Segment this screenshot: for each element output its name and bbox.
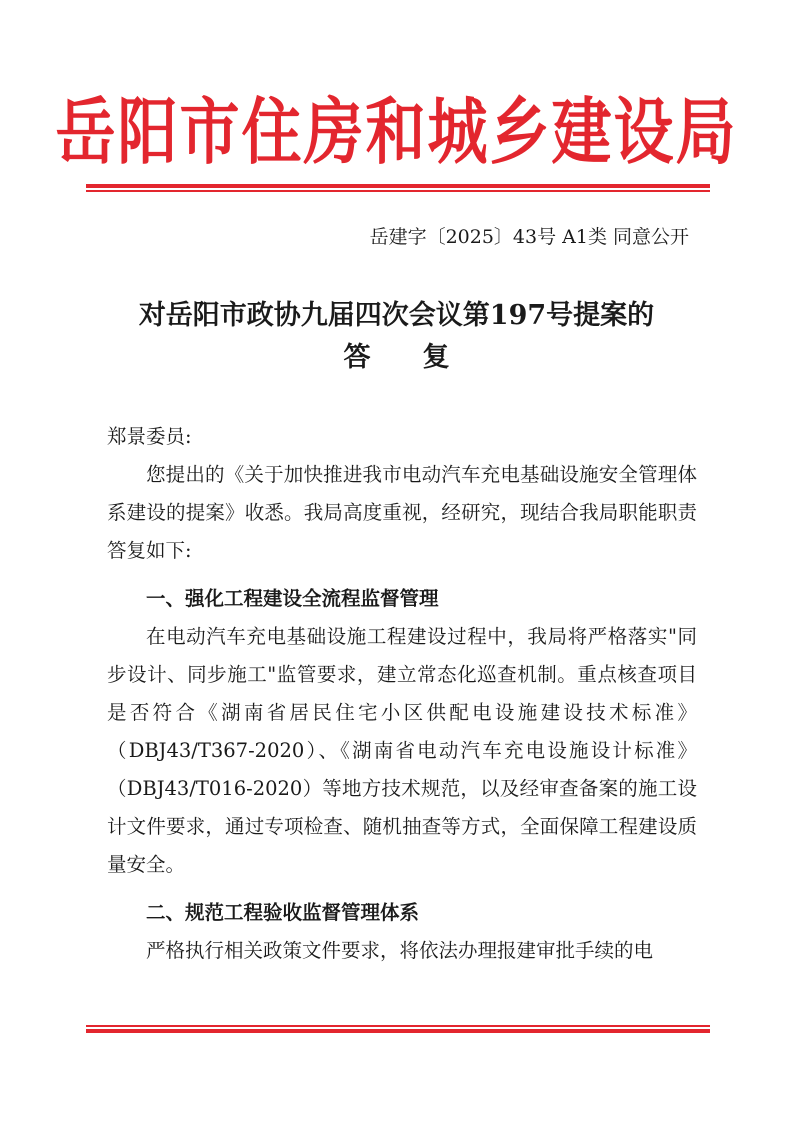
footer-rule-thick [86, 1029, 710, 1033]
section1-paragraph: 在电动汽车充电基础设施工程建设过程中，我局将严格落实"同步设计、同步施工"监管要求，建立常态化巡查机制。重点核查项目是否符合《湖南省居民住宅小区供配电设施建设技术标准》（DBJ43/T367-2020）、《湖南省电动汽车充电设施设计标准》（DBJ43/T016-2020）等地方技术规范，以及经审查备案的施工设计文件要求，通过专项检查、随机抽查等方式，全面保障工程建设质量安全。 [107, 625, 697, 876]
document-title-line1: 对岳阳市政协九届四次会议第197号提案的 [138, 300, 655, 331]
document-number: 岳建字〔2025〕43号 A1类 同意公开 [369, 226, 689, 248]
section1-heading: 一、强化工程建设全流程监督管理 [146, 587, 439, 610]
letterhead-rule-thin [86, 190, 710, 192]
intro-paragraph: 您提出的《关于加快推进我市电动汽车充电基础设施安全管理体系建设的提案》收悉。我局高度重视，经研究，现结合我局职能职责答复如下: [107, 463, 697, 562]
footer-rule-thin [86, 1025, 710, 1027]
document-title-line2: 答复 [343, 342, 502, 373]
letterhead-title: 岳阳市住房和城乡建设局 [55, 91, 738, 175]
section2-heading: 二、规范工程验收监督管理体系 [146, 901, 420, 924]
salutation: 郑景委员: [107, 425, 192, 448]
section2-paragraph: 严格执行相关政策文件要求，将依法办理报建审批手续的电 [146, 939, 654, 962]
letterhead-rule-thick [86, 184, 710, 188]
